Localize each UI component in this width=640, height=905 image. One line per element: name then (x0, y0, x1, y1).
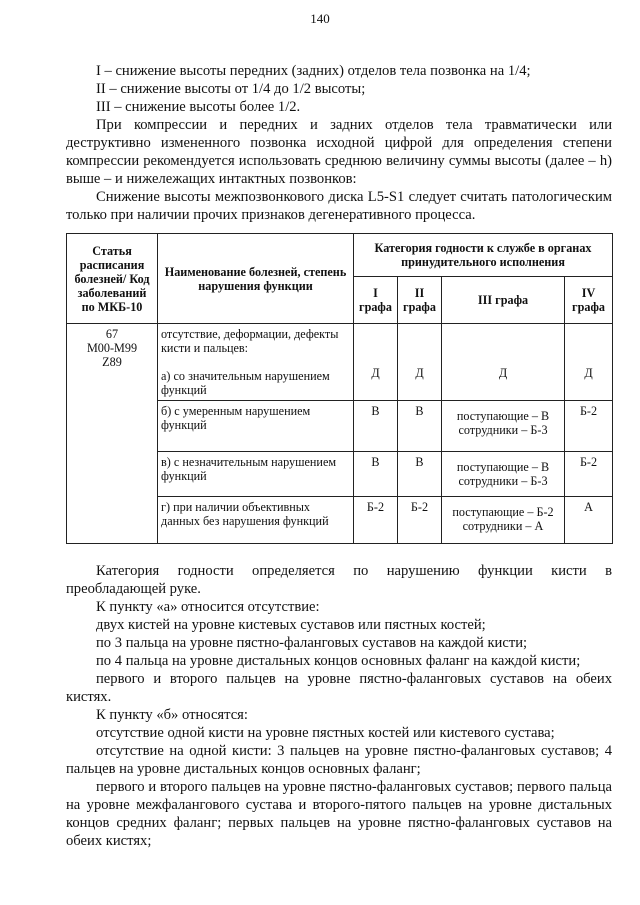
row-c-g1: В (354, 452, 398, 497)
header-col-2: II графа (398, 277, 442, 324)
point-a-item-4: первого и второго пальцев на уровне пястно-фаланговых суставов на обеих кистях. (66, 671, 612, 705)
row-d-g3-applicants: поступающие – Б-2 (452, 505, 554, 519)
table-header-row (67, 234, 613, 277)
header-article: Статья расписания болезней/ Код заболеваний по МКБ-10 (67, 234, 158, 324)
row-c-g2: В (398, 452, 442, 497)
point-a-heading: К пункту «а» относится отсутствие: (96, 599, 320, 615)
row-a-text: а) со значительным нарушением функций (161, 369, 330, 397)
row-b-desc: б) с умеренным нарушением функций (158, 401, 354, 452)
point-b-heading: К пункту «б» относятся: (96, 707, 248, 723)
header-col-1: I графа (354, 277, 398, 324)
article-code-2: Z89 (102, 355, 122, 369)
row-d-desc: г) при наличии объективных данных без нарушения функций (158, 497, 354, 544)
row-b-g4: Б-2 (565, 401, 613, 452)
point-b-item-3: первого и второго пальцев на уровне пястно-фаланговых суставов; первого пальца на уровне межфалангового сустава и второго-пятого пальцев на уровне дистальных концов средних фаланг; первых пальцев на уровне пястно-фаланговых суставов на обеих кистях; (66, 779, 612, 849)
point-a-item-1: двух кистей на уровне кистевых суставов или пястных костей; (96, 617, 486, 633)
row-a-g4: Д (565, 324, 613, 401)
paragraph-disc: Снижение высоты межпозвонкового диска L5-S1 следует считать патологическим только при наличии прочих признаков дегенеративного процесса. (66, 189, 612, 223)
page-number: 140 (310, 11, 330, 26)
row-b-g1: В (354, 401, 398, 452)
header-name: Наименование болезней, степень нарушения функции (158, 234, 354, 324)
point-b-item-1: отсутствие одной кисти на уровне пястных костей или кистевого сустава; (96, 725, 555, 741)
paragraph-compression: При компрессии и передних и задних отделов тела травматически или деструктивно измененного позвонка исходной цифрой для определения степени компрессии рекомендуется использовать среднюю величину суммы высоты (далее – h) выше – и нижележащих интактных позвонков: (66, 117, 612, 187)
intro-line-2: II – снижение высоты от 1/4 до 1/2 высоты; (96, 81, 366, 97)
row-d-g2: Б-2 (398, 497, 442, 544)
article-number: 67 (105, 327, 119, 341)
intro-line-1: I – снижение высоты передних (задних) отделов тела позвонка на 1/4; (96, 63, 531, 79)
row-a-g3: Д (442, 324, 565, 401)
article-cell (67, 324, 158, 544)
row-b-g3-staff: сотрудники – Б-3 (458, 423, 548, 437)
header-col-3: III графа (442, 277, 565, 324)
point-a-item-2: по 3 пальца на уровне пястно-фаланговых суставов на каждой кисти; (96, 635, 528, 651)
paragraph-category: Категория годности определяется по нарушению функции кисти в преобладающей руке. (66, 563, 612, 597)
row-a-g2: Д (398, 324, 442, 401)
row-a-desc (158, 324, 354, 401)
row-d-g1: Б-2 (354, 497, 398, 544)
article-code-1: М00-М99 (86, 341, 138, 355)
header-col-4: IV графа (565, 277, 613, 324)
row-c-desc: в) с незначительным нарушением функций (158, 452, 354, 497)
table-row (67, 324, 613, 401)
row-d-g4: А (565, 497, 613, 544)
row-b-g3-applicants: поступающие – В (456, 409, 550, 423)
category-table (66, 233, 613, 544)
row-c-g3-applicants: поступающие – В (456, 460, 550, 474)
header-category: Категория годности к службе в органах принудительного исполнения (354, 234, 613, 277)
row-b-g3 (442, 401, 565, 452)
row-c-g3 (442, 452, 565, 497)
after-block (66, 562, 612, 850)
intro-line-3: III – снижение высоты более 1/2. (96, 99, 301, 115)
point-b-item-2: отсутствие на одной кисти: 3 пальцев на уровне пястно-фаланговых суставов; 4 пальцев на уровне дистальных концов основных фаланг; (66, 743, 612, 777)
row-a-g1: Д (354, 324, 398, 401)
intro-block (66, 62, 612, 224)
row-a-intro: отсутствие, деформации, дефекты кисти и пальцев: (161, 327, 339, 355)
row-c-g3-staff: сотрудники – Б-3 (458, 474, 548, 488)
row-c-g4: Б-2 (565, 452, 613, 497)
row-d-g3-staff: сотрудники – А (462, 519, 544, 533)
point-a-item-3: по 4 пальца на уровне дистальных концов основных фаланг на каждой кисти; (96, 653, 581, 669)
row-b-g2: В (398, 401, 442, 452)
row-d-g3 (442, 497, 565, 544)
